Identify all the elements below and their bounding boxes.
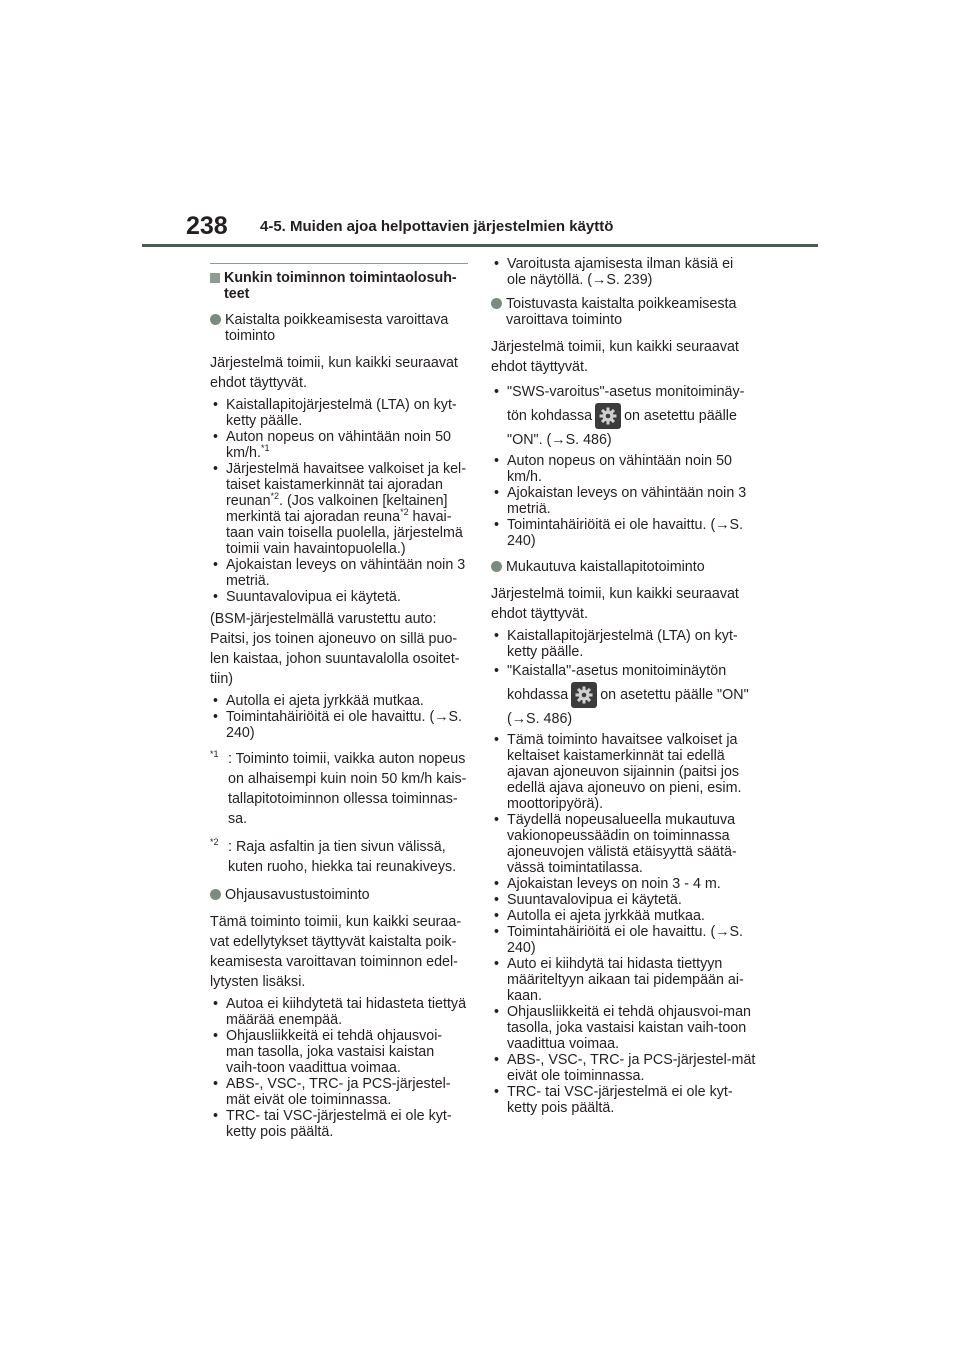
left-column bbox=[210, 256, 468, 1144]
paragraph: Järjestelmä toimii, kun kaikki seuraavat ehdot täyttyvät. bbox=[491, 586, 739, 622]
condition-list bbox=[491, 381, 756, 549]
list-item: • Auton nopeus on vähintään noin 50 km/h. bbox=[491, 453, 756, 485]
list-item: • Kaistallapitojärjestelmä (LTA) on kyt-ketty päälle. bbox=[210, 397, 468, 429]
circle-bullet-icon bbox=[210, 314, 221, 325]
subsection-title: Toistuvasta kaistalta poikkeamisesta varoittava toiminto bbox=[506, 296, 737, 328]
condition-list bbox=[210, 996, 468, 1140]
square-bullet-icon bbox=[210, 273, 220, 283]
footnote-mark: *2 bbox=[270, 491, 280, 502]
section-title: Kunkin toiminnon toimintaolosuh-teet bbox=[224, 270, 457, 302]
subsection-title: Kaistalta poikkeamisesta varoittava toiminto bbox=[225, 312, 449, 344]
subsection-heading-steering-assist bbox=[210, 887, 468, 903]
list-item-text: Auton nopeus on vähintään noin 50 km/h. bbox=[226, 429, 451, 461]
right-column bbox=[491, 256, 756, 1120]
list-item: • TRC- tai VSC-järjestelmä ei ole kyt-ketty pois päältä. bbox=[491, 1084, 756, 1116]
settings-gear-icon bbox=[571, 682, 597, 708]
list-item: • Toimintahäiriöitä ei ole havaittu. (→S. 240) bbox=[491, 517, 756, 549]
list-item: • Ohjausliikkeitä ei tehdä ohjausvoi-man tasolla, joka vastaisi kaistan vaih-toon vaadittua voimaa. bbox=[491, 1004, 756, 1052]
list-item: • Täydellä nopeusalueella mukautuva vakionopeussäädin on toiminnassa ajoneuvojen välistä etäisyyttä säätä-vässä toimintatilassa. bbox=[491, 812, 756, 876]
list-item: • Tämä toiminto havaitsee valkoiset ja keltaiset kaistamerkinnät tai edellä ajavan ajoneuvon sijainnin (paitsi jos edellä ajava ajoneuvo on pieni, esim. moottoripyörä). bbox=[491, 732, 756, 812]
list-item-text: on asetettu päälle "ON". (→S. 486) bbox=[507, 407, 737, 448]
condition-list bbox=[210, 693, 468, 741]
list-item: • Suuntavalovipua ei käytetä. bbox=[491, 892, 756, 908]
list-item-text: on asetettu päälle "ON" (→S. 486) bbox=[507, 686, 749, 727]
list-item: • ABS-, VSC-, TRC- ja PCS-järjestel-mät eivät ole toiminnassa. bbox=[491, 1052, 756, 1084]
list-item: • Kaistallapitojärjestelmä (LTA) on kyt-ketty päälle. bbox=[491, 628, 756, 660]
section-rule bbox=[210, 263, 468, 264]
footnote-mark bbox=[210, 749, 228, 829]
list-item: • Auto ei kiihdytä tai hidasta tiettyyn määriteltyyn aikaan tai pidempään ai-kaan. bbox=[491, 956, 756, 1004]
condition-list bbox=[210, 397, 468, 605]
circle-bullet-icon bbox=[491, 561, 502, 572]
footnote-mark-text: *1 bbox=[210, 749, 219, 760]
subsection-title: Mukautuva kaistallapitotoiminto bbox=[506, 559, 705, 575]
list-item: • Autolla ei ajeta jyrkkää mutkaa. bbox=[491, 908, 756, 924]
list-item: • Toimintahäiriöitä ei ole havaittu. (→S. 240) bbox=[491, 924, 756, 956]
subsection-title: Ohjausavustustoiminto bbox=[225, 887, 370, 903]
footnote-mark: *2 bbox=[400, 507, 409, 518]
list-item: • Varoitusta ajamisesta ilman käsiä ei ole näytöllä. (→S. 239) bbox=[491, 256, 756, 288]
list-item-text: Järjestelmä havaitsee valkoiset ja kel-taiset kaistamerkinnät tai ajoradan reunan bbox=[226, 461, 466, 509]
footnote-mark-text: *2 bbox=[210, 837, 219, 848]
circle-bullet-icon bbox=[491, 298, 502, 309]
condition-list bbox=[491, 628, 756, 1116]
footnote bbox=[210, 749, 468, 829]
subsection-heading-adaptive-lane-keeping bbox=[491, 559, 756, 575]
paragraph: Järjestelmä toimii, kun kaikki seuraavat ehdot täyttyvät. bbox=[491, 339, 739, 375]
list-item-text: "SWS-varoitus"-asetus monitoiminäy-tön kohdassa bbox=[507, 384, 745, 424]
footnote-mark bbox=[210, 837, 228, 877]
list-item: • ABS-, VSC-, TRC- ja PCS-järjestel-mät eivät ole toiminnassa. bbox=[210, 1076, 468, 1108]
chapter-title: 4-5. Muiden ajoa helpottavien järjestelmien käyttö bbox=[260, 218, 614, 235]
list-item: • Ajokaistan leveys on noin 3 - 4 m. bbox=[491, 876, 756, 892]
list-item bbox=[491, 381, 756, 451]
footnote-mark: *1 bbox=[260, 443, 270, 454]
list-item: • Toimintahäiriöitä ei ole havaittu. (→S. 240) bbox=[210, 709, 468, 741]
subsection-heading-repeated-departure bbox=[491, 296, 756, 328]
section-heading bbox=[210, 270, 468, 302]
settings-gear-icon bbox=[595, 403, 621, 429]
paragraph: Järjestelmä toimii, kun kaikki seuraavat ehdot täyttyvät. bbox=[210, 355, 458, 391]
paragraph: Tämä toiminto toimii, kun kaikki seuraa-vat edellytykset täyttyvät kaistalta poik-keamisesta varoittavan toiminnon edel-lytysten lisäksi. bbox=[210, 914, 462, 990]
footnote-text: : Raja asfaltin ja tien sivun välissä, kuten ruoho, hiekka tai reunakiveys. bbox=[228, 839, 457, 875]
list-item: • Autolla ei ajeta jyrkkää mutkaa. bbox=[210, 693, 468, 709]
list-item: • Ohjausliikkeitä ei tehdä ohjausvoi-man tasolla, joka vastaisi kaistan vaih-toon vaadittua voimaa. bbox=[210, 1028, 468, 1076]
page-header bbox=[142, 210, 818, 248]
list-item: • Ajokaistan leveys on vähintään noin 3 metriä. bbox=[491, 485, 756, 517]
circle-bullet-icon bbox=[210, 889, 221, 900]
list-item: • Ajokaistan leveys on vähintään noin 3 metriä. bbox=[210, 557, 468, 589]
paragraph: (BSM-järjestelmällä varustettu auto: Paitsi, jos toinen ajoneuvo on sillä puo-len kaistaa, johon suuntavalolla osoitet-tiin) bbox=[210, 611, 460, 687]
list-item: • TRC- tai VSC-järjestelmä ei ole kyt-ketty pois päältä. bbox=[210, 1108, 468, 1140]
list-item: • Autoa ei kiihdytetä tai hidasteta tiettyä määrää enempää. bbox=[210, 996, 468, 1028]
list-item bbox=[210, 461, 468, 557]
footnote bbox=[210, 837, 468, 877]
list-item bbox=[491, 660, 756, 730]
list-item-text: havai-taan vain toisella puolella, järjestelmä toimii vain havaintopuolella.) bbox=[226, 509, 463, 557]
condition-list bbox=[491, 256, 756, 288]
list-item-text: "Kaistalla"-asetus monitoiminäytön kohdassa bbox=[507, 663, 727, 703]
header-rule bbox=[142, 244, 818, 247]
subsection-heading-lane-departure bbox=[210, 312, 468, 344]
list-item: • Suuntavalovipua ei käytetä. bbox=[210, 589, 468, 605]
page-number: 238 bbox=[186, 212, 228, 240]
footnote-text: : Toiminto toimii, vaikka auton nopeus on alhaisempi kuin noin 50 km/h kais-tallapitotoiminnon ollessa toiminnas-sa. bbox=[228, 751, 467, 827]
list-item-text: . (Jos valkoinen [keltainen] merkintä tai ajoradan reuna bbox=[226, 493, 448, 525]
list-item bbox=[210, 429, 468, 461]
